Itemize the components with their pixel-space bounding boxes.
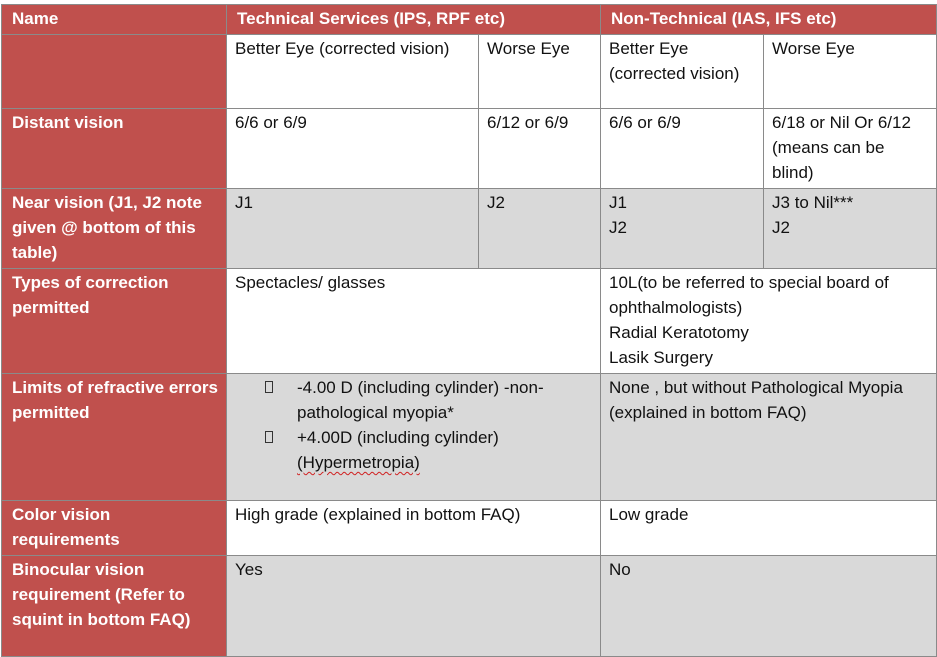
near-tech-better: J1	[227, 189, 479, 269]
distant-tech-worse: 6/12 or 6/9	[479, 109, 601, 189]
list-item	[265, 375, 592, 425]
label-color-vision: Color vision requirements	[2, 501, 227, 556]
correction-nontech	[601, 269, 937, 374]
near-nontech-better-line-1: J1	[609, 193, 627, 212]
distant-nontech-worse: 6/18 or Nil Or 6/12 (means can be blind)	[764, 109, 937, 189]
bullet-box-icon	[265, 431, 273, 443]
binocular-tech: Yes	[227, 556, 601, 657]
row-binocular	[2, 556, 937, 657]
row-near-vision	[2, 189, 937, 269]
row-correction	[2, 269, 937, 374]
subheader-nontech-worse: Worse Eye	[764, 35, 937, 109]
header-technical: Technical Services (IPS, RPF etc)	[227, 5, 601, 35]
correction-nontech-line-1: 10L(to be referred to special board of ophthalmologists)	[609, 273, 889, 317]
label-correction: Types of correction permitted	[2, 269, 227, 374]
subheader-tech-worse: Worse Eye	[479, 35, 601, 109]
refractive-tech-item-2a: +4.00D (including cylinder)	[297, 428, 499, 447]
refractive-tech-item-2b: (Hypermetropia)	[297, 453, 420, 472]
row-color-vision	[2, 501, 937, 556]
distant-tech-better: 6/6 or 6/9	[227, 109, 479, 189]
distant-nontech-better: 6/6 or 6/9	[601, 109, 764, 189]
refractive-nontech-line-1: None , but without Pathological Myopia	[609, 378, 903, 397]
subheader-nontech-better: Better Eye (corrected vision)	[601, 35, 764, 109]
refractive-nontech	[601, 374, 937, 501]
label-refractive: Limits of refractive errors permitted	[2, 374, 227, 501]
color-nontech: Low grade	[601, 501, 937, 556]
vision-standards-table	[1, 4, 937, 657]
label-distant-vision: Distant vision	[2, 109, 227, 189]
correction-tech: Spectacles/ glasses	[227, 269, 601, 374]
near-nontech-worse-line-1: J3 to Nil***	[772, 193, 854, 212]
near-nontech-worse	[764, 189, 937, 269]
subheader-tech-better: Better Eye (corrected vision)	[227, 35, 479, 109]
bullet-box-icon	[265, 381, 273, 393]
near-tech-worse: J2	[479, 189, 601, 269]
refractive-tech-item-1: -4.00 D (including cylinder) -non-pathological myopia*	[297, 378, 544, 422]
subheader-row	[2, 35, 937, 109]
header-name: Name	[2, 5, 227, 35]
row-refractive	[2, 374, 937, 501]
refractive-nontech-line-2: (explained in bottom FAQ)	[609, 403, 807, 422]
binocular-nontech: No	[601, 556, 937, 657]
header-row	[2, 5, 937, 35]
row-distant-vision	[2, 109, 937, 189]
header-nontechnical: Non-Technical (IAS, IFS etc)	[601, 5, 937, 35]
near-nontech-better-line-2: J2	[609, 218, 627, 237]
list-item	[265, 425, 592, 475]
refractive-tech-list	[235, 375, 592, 475]
label-near-vision: Near vision (J1, J2 note given @ bottom of this table)	[2, 189, 227, 269]
near-nontech-better	[601, 189, 764, 269]
label-binocular: Binocular vision requirement (Refer to squint in bottom FAQ)	[2, 556, 227, 657]
subheader-label-cell	[2, 35, 227, 109]
refractive-tech	[227, 374, 601, 501]
color-tech: High grade (explained in bottom FAQ)	[227, 501, 601, 556]
correction-nontech-line-2: Radial Keratotomy	[609, 323, 749, 342]
near-nontech-worse-line-2: J2	[772, 218, 790, 237]
correction-nontech-line-3: Lasik Surgery	[609, 348, 713, 367]
